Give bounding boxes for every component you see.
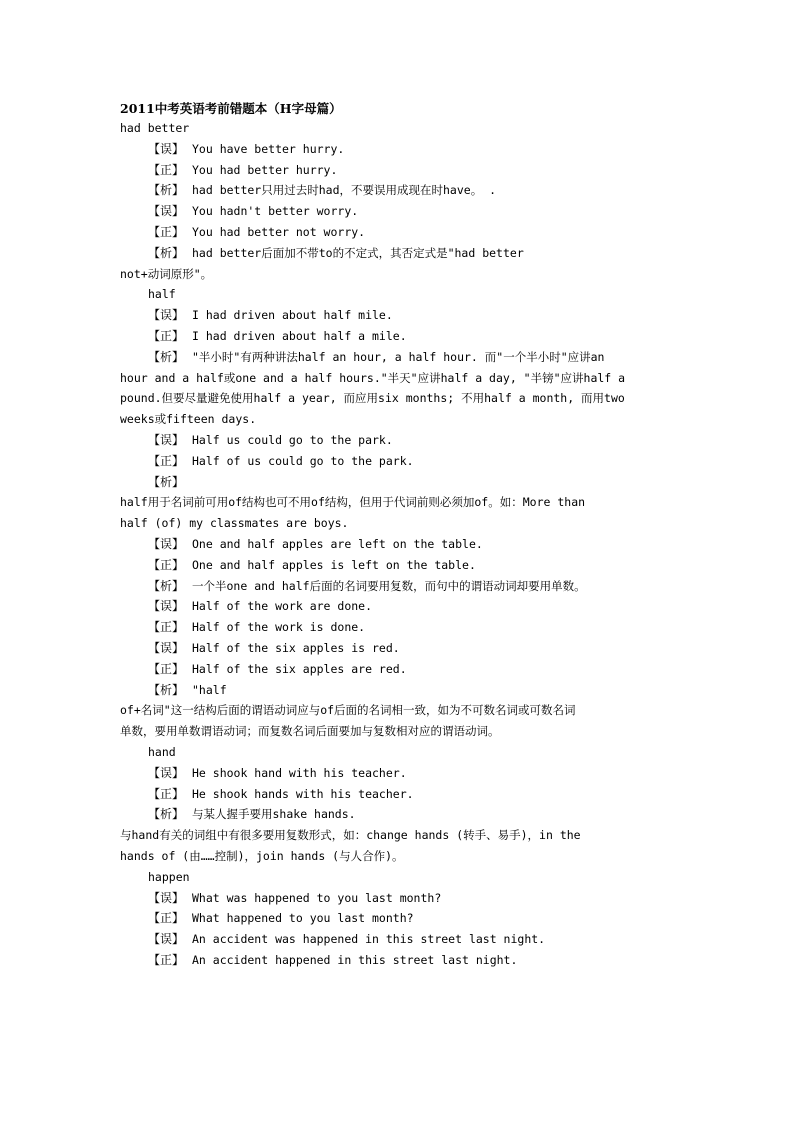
text-line xyxy=(148,182,496,198)
marker-label: 【误】 xyxy=(148,641,185,655)
line-text: had better只用过去时had，不要误用成现在时have。 . xyxy=(192,183,497,198)
text-line xyxy=(148,536,483,552)
marker-label: 【正】 xyxy=(148,453,185,468)
text-line xyxy=(148,619,365,635)
text-line xyxy=(148,952,517,968)
document-title: 2011中考英语考前错题本（H字母篇） xyxy=(120,101,342,116)
text-line xyxy=(148,453,414,469)
line-text: had better后面加不带to的不定式，其否定式是"had better xyxy=(192,245,524,260)
marker-label: 【正】 xyxy=(148,162,185,177)
text-line xyxy=(148,557,476,573)
marker-label: 【析】 xyxy=(148,474,185,489)
line-text: half (of) my classmates are boys. xyxy=(120,516,349,531)
text-line xyxy=(148,786,414,802)
text-line xyxy=(120,723,500,739)
marker-label: 【析】 xyxy=(148,578,185,593)
text-line xyxy=(120,390,625,406)
line-text: Half of the six apples are red. xyxy=(192,661,407,676)
marker-label: 【正】 xyxy=(148,557,185,572)
text-line xyxy=(120,411,256,427)
marker-label: 【析】 xyxy=(148,807,185,822)
text-line xyxy=(148,162,337,178)
line-text: hands of (由……控制)，join hands (与人合作)。 xyxy=(120,849,404,863)
line-text: happen xyxy=(148,869,190,884)
line-text: An accident was happened in this street last night. xyxy=(192,932,546,947)
marker-label: 【正】 xyxy=(148,620,185,635)
marker-label: 【误】 xyxy=(148,308,185,323)
line-text: An accident happened in this street last night. xyxy=(192,953,518,967)
marker-label: 【正】 xyxy=(148,786,185,801)
line-text: pound.但要尽量避免使用half a year, 而应用six months; 不用half a month, 而用two xyxy=(120,391,625,406)
line-text: 与某人握手要用shake hands. xyxy=(192,807,356,822)
text-line xyxy=(120,370,625,386)
line-text: weeks或fifteen days. xyxy=(120,412,257,427)
marker-label: 【析】 xyxy=(148,349,185,364)
line-text: Half of the work are done. xyxy=(192,599,373,614)
marker-label: 【误】 xyxy=(148,765,185,780)
line-text: He shook hand with his teacher. xyxy=(192,765,407,780)
text-line xyxy=(148,474,192,490)
text-line xyxy=(148,869,190,885)
marker-label: 【正】 xyxy=(148,911,185,926)
line-text: One and half apples are left on the table. xyxy=(192,537,483,551)
text-line xyxy=(120,120,189,136)
line-text: You had better not worry. xyxy=(192,225,366,239)
text-line xyxy=(148,640,400,656)
text-line xyxy=(120,827,581,843)
line-text: hand xyxy=(148,745,176,759)
text-line xyxy=(148,765,407,781)
text-line xyxy=(120,702,576,718)
line-text: Half us could go to the park. xyxy=(192,433,393,447)
marker-label: 【误】 xyxy=(148,890,185,905)
line-text: One and half apples is left on the table. xyxy=(192,557,476,572)
marker-label: 【误】 xyxy=(148,433,185,447)
line-text: Half of us could go to the park. xyxy=(192,453,414,468)
line-text: I had driven about half a mile. xyxy=(192,329,407,343)
text-line xyxy=(148,806,356,822)
text-line xyxy=(148,931,545,947)
text-line xyxy=(148,307,393,323)
marker-label: 【误】 xyxy=(148,932,185,947)
line-text: had better xyxy=(120,121,190,135)
line-text: "半小时"有两种讲法half an hour, a half hour. 而"一个半小时"应讲an xyxy=(192,349,605,364)
marker-label: 【正】 xyxy=(148,225,185,239)
marker-label: 【正】 xyxy=(148,953,185,967)
line-text: hour and a half或one and a half hours."半天"应讲half a day, "半镑"应讲half a xyxy=(120,370,626,385)
text-line xyxy=(148,432,393,448)
text-line xyxy=(148,682,227,698)
text-line xyxy=(148,286,176,302)
line-text: of+名词"这一结构后面的谓语动词应与of后面的名词相一致，如为不可数名词或可数名词 xyxy=(120,703,576,718)
text-line xyxy=(148,328,407,344)
line-text: What was happened to you last month? xyxy=(192,890,442,905)
line-text: Half of the work is done. xyxy=(192,620,366,635)
text-line xyxy=(120,494,585,510)
text-line xyxy=(120,266,212,282)
line-text: not+动词原形"。 xyxy=(120,266,213,281)
text-line xyxy=(148,349,604,365)
text-line xyxy=(148,910,414,926)
line-text: You had better hurry. xyxy=(192,162,338,177)
text-line xyxy=(148,245,524,261)
line-text: Half of the six apples is red. xyxy=(192,641,400,655)
text-line xyxy=(148,141,344,157)
line-text: He shook hands with his teacher. xyxy=(192,786,414,801)
text-line xyxy=(120,515,348,531)
marker-label: 【误】 xyxy=(148,599,185,614)
text-line xyxy=(148,890,441,906)
line-text: half用于名词前可用of结构也可不用of结构，但用于代词前则必须加of。如：More than xyxy=(120,495,586,510)
line-text: "half xyxy=(192,682,227,697)
text-line xyxy=(148,661,407,677)
text-line xyxy=(148,578,586,594)
line-text: You have better hurry. xyxy=(192,141,345,156)
line-text: 单数，要用单数谓语动词；而复数名词后面要加与复数相对应的谓语动词。 xyxy=(120,724,500,739)
marker-label: 【析】 xyxy=(148,682,185,697)
marker-label: 【析】 xyxy=(148,183,185,198)
line-text: I had driven about half mile. xyxy=(192,308,393,323)
marker-label: 【析】 xyxy=(148,245,185,260)
marker-label: 【正】 xyxy=(148,661,185,676)
marker-label: 【误】 xyxy=(148,141,185,156)
line-text: You hadn't better worry. xyxy=(192,204,359,219)
line-text: 与hand有关的词组中有很多要用复数形式，如：change hands (转手、易手)，in the xyxy=(120,828,581,843)
line-text: What happened to you last month? xyxy=(192,911,414,926)
line-text: 一个半one and half后面的名词要用复数，而句中的谓语动词却要用单数。 xyxy=(192,578,586,593)
text-line xyxy=(120,848,404,864)
text-line xyxy=(148,744,176,760)
text-line xyxy=(148,224,365,240)
marker-label: 【误】 xyxy=(148,204,185,219)
marker-label: 【正】 xyxy=(148,329,185,343)
text-line xyxy=(148,598,372,614)
line-text: half xyxy=(148,287,176,302)
marker-label: 【误】 xyxy=(148,537,185,551)
text-line xyxy=(148,203,358,219)
